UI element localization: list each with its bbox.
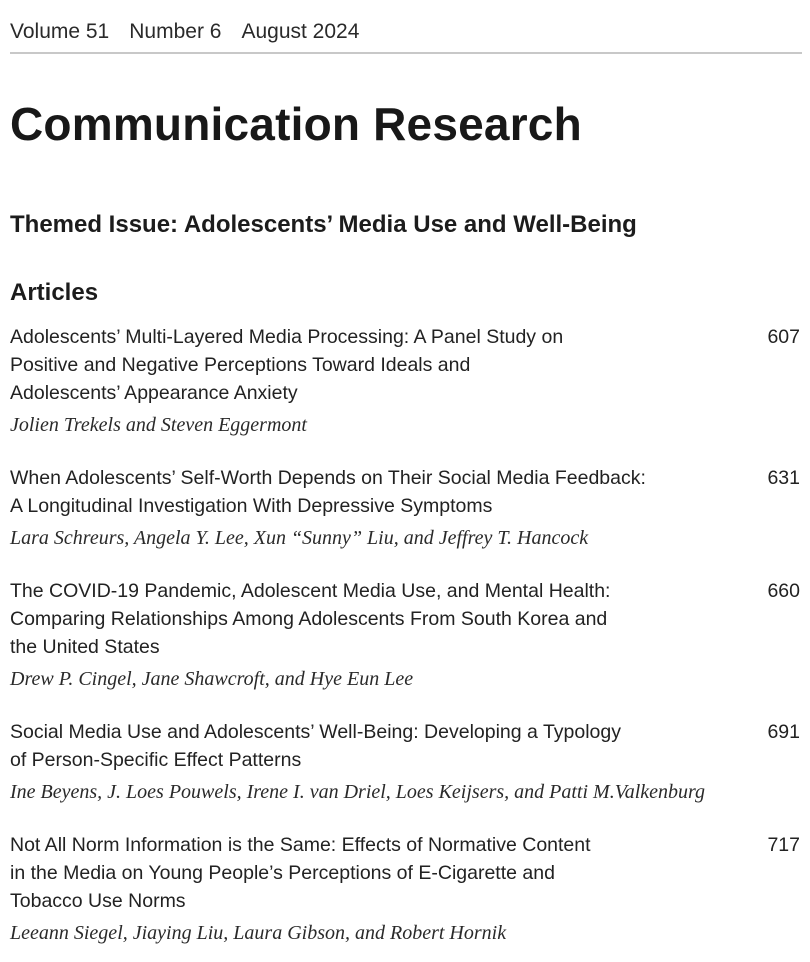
article-page-number: 660 (767, 580, 800, 602)
volume-label: Volume 51 (10, 20, 110, 43)
article-authors: Lara Schreurs, Angela Y. Lee, Xun “Sunny” Liu, and Jeffrey T. Hancock (10, 527, 589, 549)
issue-info (10, 20, 359, 44)
articles-section-heading: Articles (10, 279, 99, 306)
article-entry[interactable] (10, 464, 802, 549)
article-page-number: 607 (767, 326, 800, 348)
article-entry[interactable] (10, 323, 802, 436)
date-label: August 2024 (241, 20, 360, 43)
article-authors: Drew P. Cingel, Jane Shawcroft, and Hye Eun Lee (10, 668, 414, 690)
article-page-number: 631 (767, 467, 800, 489)
article-title[interactable]: The COVID-19 Pandemic, Adolescent Media Use, and Mental Health: Comparing Relationships Among Adolescents From South Korea and the United States (10, 580, 611, 658)
article-title[interactable]: Social Media Use and Adolescents’ Well-Being: Developing a Typology of Person-Specific Effect Patterns (10, 721, 621, 771)
article-page-number: 691 (767, 721, 800, 743)
header-divider (10, 52, 802, 54)
article-authors: Leeann Siegel, Jiaying Liu, Laura Gibson, and Robert Hornik (10, 922, 507, 944)
article-title[interactable]: Not All Norm Information is the Same: Effects of Normative Content in the Media on Young People’s Perceptions of E-Cigarette and Tobacco Use Norms (10, 834, 591, 912)
article-title[interactable]: When Adolescents’ Self-Worth Depends on Their Social Media Feedback: A Longitudinal Investigation With Depressive Symptoms (10, 467, 646, 517)
themed-issue-heading: Themed Issue: Adolescents’ Media Use and Well-Being (10, 211, 637, 238)
article-entry[interactable] (10, 577, 802, 690)
journal-title: Communication Research (10, 98, 582, 150)
article-entry[interactable] (10, 718, 802, 803)
article-page-number: 717 (767, 834, 800, 856)
number-label: Number 6 (129, 20, 222, 43)
article-authors: Ine Beyens, J. Loes Pouwels, Irene I. van Driel, Loes Keijsers, and Patti M.Valkenburg (10, 781, 706, 803)
article-authors: Jolien Trekels and Steven Eggermont (10, 414, 307, 436)
article-entry[interactable] (10, 831, 802, 944)
article-title[interactable]: Adolescents’ Multi-Layered Media Processing: A Panel Study on Positive and Negative Perceptions Toward Ideals and Adolescents’ Appearance Anxiety (10, 326, 564, 404)
